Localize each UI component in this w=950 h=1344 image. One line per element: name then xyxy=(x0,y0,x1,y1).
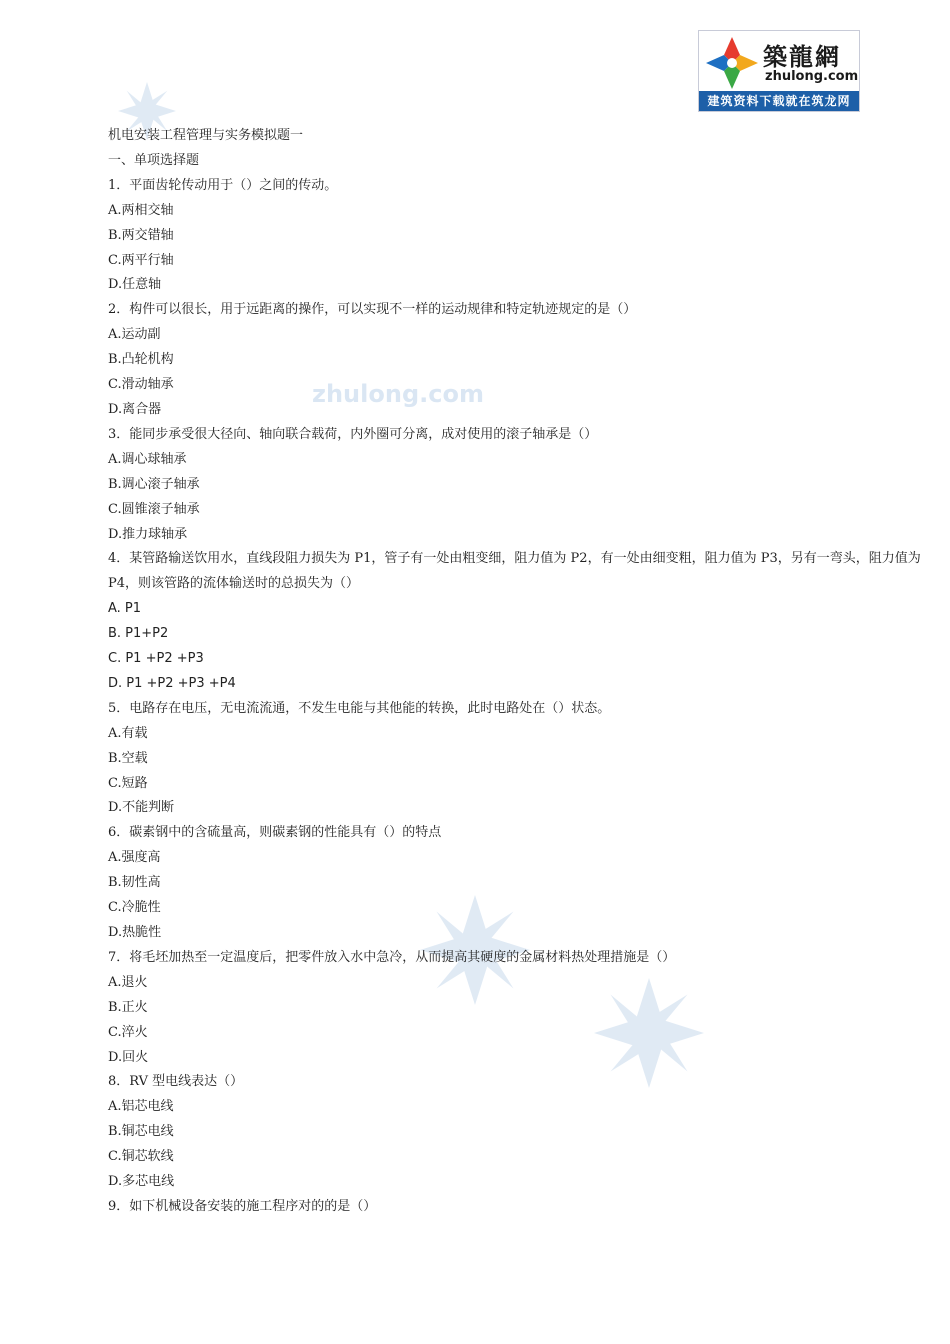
document-title: 机电安装工程管理与实务模拟题一 xyxy=(108,128,304,143)
question-4: 4．某管路输送饮用水，直线段阻力损失为 P1，管子有一处由粗变细，阻力值为 P2，有一处由细变粗，阻力值为 P3，另有一弯头，阻力值为 P4，则该管路的流体输送时的总损失为（） xyxy=(108,551,921,592)
option: A.有载 xyxy=(108,725,148,741)
question-7: 7．将毛坯加热至一定温度后，把零件放入水中急冷，从而提高其硬度的金属材料热处理措施是（） xyxy=(108,949,676,965)
question-5: 5．电路存在电压，无电流流通，不发生电能与其他能的转换，此时电路处在（）状态。 xyxy=(108,700,611,716)
option: B.两交错轴 xyxy=(108,227,174,243)
option: A.退火 xyxy=(108,974,148,990)
zhulong-logo-icon xyxy=(704,35,760,91)
option: A.铝芯电线 xyxy=(108,1099,174,1115)
question-6: 6．碳素钢中的含硫量高，则碳素钢的性能具有（）的特点 xyxy=(108,825,442,841)
option: C.冷脆性 xyxy=(108,900,161,916)
logo-name-cn: 築龍網 xyxy=(763,43,841,71)
option: D.任意轴 xyxy=(108,277,162,293)
option: D. P1 +P2 +P3 +P4 xyxy=(108,675,236,691)
section-heading: 一、单项选择题 xyxy=(108,152,200,168)
option: B.正火 xyxy=(108,999,148,1015)
option: C.滑动轴承 xyxy=(108,377,174,393)
zhulong-logo[interactable] xyxy=(698,30,860,112)
option: D.不能判断 xyxy=(108,800,175,816)
option: C.圆锥滚子轴承 xyxy=(108,501,200,517)
document-body xyxy=(108,124,923,1220)
option: D.多芯电线 xyxy=(108,1174,175,1190)
question-9: 9．如下机械设备安装的施工程序对的的是（） xyxy=(108,1198,377,1214)
option: D.离合器 xyxy=(108,401,162,417)
question-2: 2．构件可以很长，用于远距离的操作，可以实现不一样的运动规律和特定轨迹规定的是（） xyxy=(108,302,637,318)
watermark-text: zhulong.com xyxy=(312,380,484,408)
option: A.调心球轴承 xyxy=(108,451,187,467)
option: C.淬火 xyxy=(108,1024,148,1040)
option: A.强度高 xyxy=(108,850,161,866)
logo-name-en: zhulong.com xyxy=(765,69,859,84)
option: A.运动副 xyxy=(108,327,161,343)
option: D.回火 xyxy=(108,1049,149,1065)
question-1: 1．平面齿轮传动用于（）之间的传动。 xyxy=(108,177,338,193)
option: D.推力球轴承 xyxy=(108,526,188,542)
option: C.两平行轴 xyxy=(108,252,174,268)
question-3: 3．能同步承受很大径向、轴向联合载荷，内外圈可分离，成对使用的滚子轴承是（） xyxy=(108,426,598,442)
option: B.空载 xyxy=(108,750,148,766)
logo-slogan: 建筑资料下载就在筑龙网 xyxy=(699,91,859,111)
option: B.调心滚子轴承 xyxy=(108,476,200,492)
option: B.凸轮机构 xyxy=(108,352,174,368)
option: A. P1 xyxy=(108,601,142,617)
option: B. P1+P2 xyxy=(108,626,169,642)
option: C.短路 xyxy=(108,775,148,791)
option: C.铜芯软线 xyxy=(108,1149,174,1165)
option: A.两相交轴 xyxy=(108,202,174,218)
option: C. P1 +P2 +P3 xyxy=(108,651,204,667)
option: B.铜芯电线 xyxy=(108,1124,174,1140)
option: B.韧性高 xyxy=(108,875,161,891)
question-8: 8．RV 型电线表达（） xyxy=(108,1074,244,1090)
option: D.热脆性 xyxy=(108,925,162,940)
